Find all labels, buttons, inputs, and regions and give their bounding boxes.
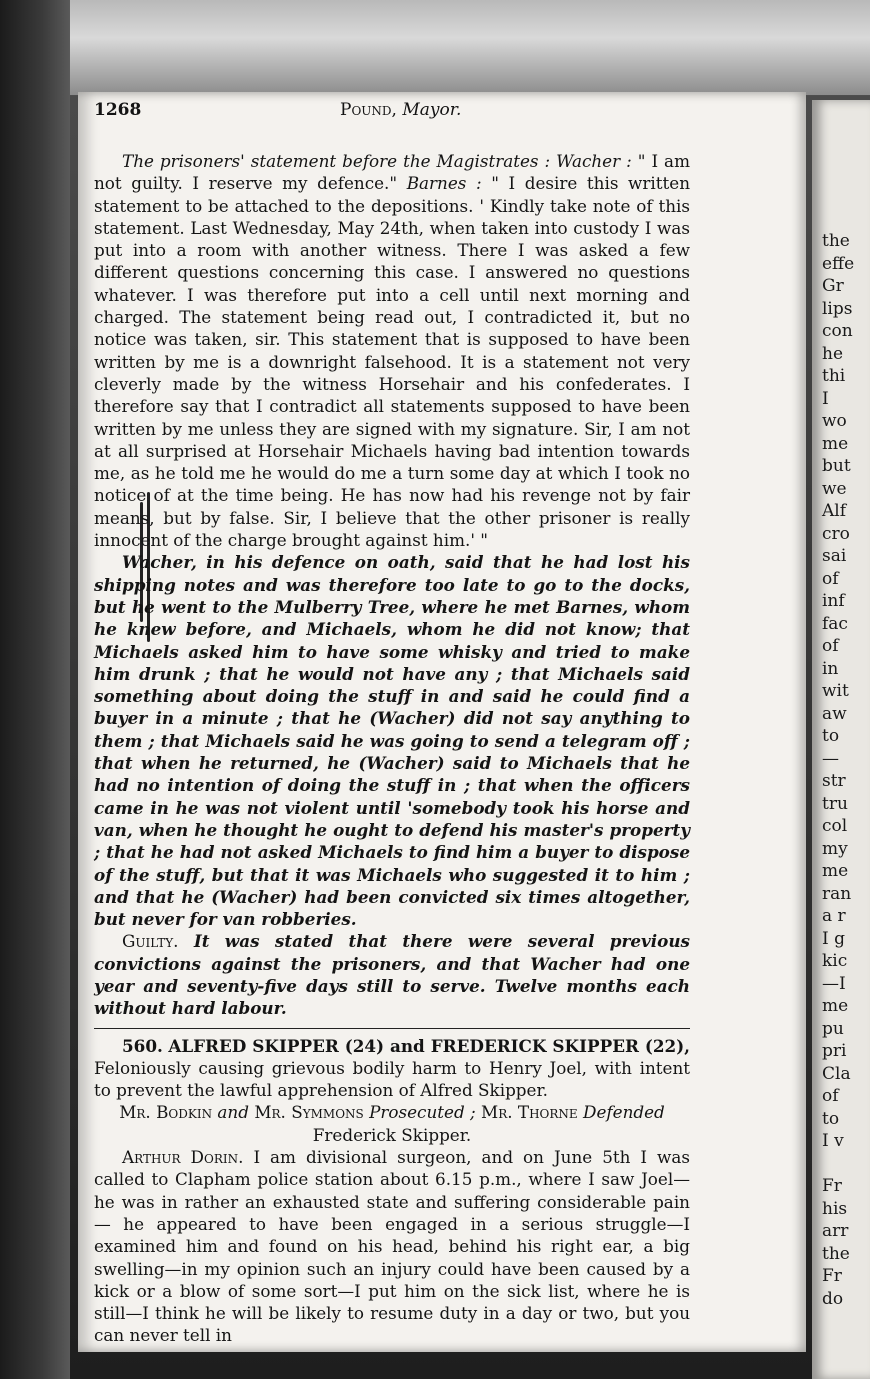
counsel-line bbox=[94, 1101, 690, 1146]
statement-barnes-label: Barnes : bbox=[406, 173, 482, 194]
witness-testimony: I am divisional surgeon, and on June 5th I was called to Clapham police station about 6.15 p.m., where I saw Joel— he was in rather an exhausted state and suffering considerable pain— he appeared to have been engaged in a serious struggle—I examined him and found on his head, behind his right ear, a big swelling—in my opinion such an injury could have been caused by a kick or a blow of some sort—I put him on the sick list, where he is still—I think he will be likely to resume duty in a day or two, but you can never tell in bbox=[94, 1147, 691, 1346]
statement-barnes-text: " I desire this written statement to be attached to the depositions. ' Kindly take note of this statement. Last Wednesday, May 24th, when taken into custody I was put into a room with another witness. There I was asked a few different questions concerning this case. I answered no questions whatever. I was therefore put into a cell until next morning and charged. The statement being read out, I contradicted it, but no notice was taken, sir. This statement that is supposed to have been written by me is a downright falsehood. It is a statement not very cleverly made by the witness Horsehair and his confederates. I therefore say that I contradict all statements supposed to have been written by me unless they are signed with my signature. Sir, I am not at all surprised at Horsehair Michaels having bad intention towards me, as he told me he would do me a turn some day at which I took no notice of at the time being. He has now had his revenge not by fair means, but by false. Sir, I believe that the other prisoner is really innocent of the charge brought against him.' " bbox=[94, 173, 691, 551]
facing-page-text: the effe Gr lips con he thi I wo me but we Alf cro sai of inf fac of in wit aw to — str tru col my me ran a r I g kic —I me pu pri Cla of to I v Fr his arr the Fr do bbox=[822, 231, 855, 1309]
witness-name: Arthur Dorin. bbox=[122, 1147, 244, 1168]
prosecution-counsel-2: Mr. Symmons bbox=[254, 1102, 364, 1123]
case-defendants: ALFRED SKIPPER (24) and FREDERICK SKIPPER (22), bbox=[168, 1035, 690, 1056]
scan-background bbox=[0, 0, 870, 95]
book-spine bbox=[0, 0, 70, 1379]
statement-lead: The prisoners' statement before the Magistrates : Wacher : bbox=[122, 151, 632, 171]
running-head bbox=[340, 100, 461, 120]
counsel-and: and bbox=[212, 1102, 255, 1123]
section-divider bbox=[94, 1028, 690, 1029]
running-head-title: Mayor. bbox=[402, 100, 462, 120]
case-number: 560. bbox=[122, 1035, 163, 1056]
witness-testimony-paragraph bbox=[94, 1146, 690, 1347]
case-heading bbox=[94, 1035, 690, 1102]
page-number: 1268 bbox=[94, 100, 142, 120]
verdict-paragraph bbox=[94, 930, 690, 1019]
prisoners-statement-paragraph bbox=[94, 150, 690, 551]
page-text-column bbox=[94, 100, 690, 1347]
statement-wacher-text: " I am not guilty. I reserve my defence." bbox=[94, 151, 690, 194]
defended-party: Frederick Skipper. bbox=[312, 1124, 472, 1145]
running-head-name: Pound, bbox=[340, 100, 397, 120]
facing-page bbox=[812, 100, 870, 1379]
prosecution-counsel-1: Mr. Bodkin bbox=[119, 1102, 213, 1123]
wacher-defence-paragraph: Wacher, in his defence on oath, said that he had lost his shipping notes and was therefore too late to go to the docks, but he went to the Mulberry Tree, where he met Barnes, whom he knew before, and Michaels, whom he did not know; that Michaels asked him to have some whisky and tried to make him drunk ; that he would not have any ; that Michaels said something about doing the stuff in and said he could find a buyer in a minute ; that he (Wacher) did not say anything to them ; that Michaels said he was going to send a telegram off ; that when he returned, he (Wacher) said to Michaels that he had no intention of doing the stuff in ; that when the officers came in he was not violent until 'somebody took his horse and van, when he thought he ought to defend his master's property ; that he had not asked Michaels to find him a buyer to dispose of the stuff, but that it was Michaels who suggested it to him ; and that he (Wacher) had been convicted six times altogether, but never for van robberies. bbox=[94, 552, 690, 930]
defence-counsel: Mr. Thorne bbox=[481, 1102, 578, 1123]
verdict-label: Guilty. bbox=[122, 931, 179, 952]
case-charge: Feloniously causing grievous bodily harm to Henry Joel, with intent to prevent the lawful apprehension of Alfred Skipper. bbox=[94, 1057, 690, 1101]
defended-label: Defended bbox=[577, 1102, 665, 1123]
prosecuted-label: Prosecuted ; bbox=[363, 1102, 482, 1123]
verdict-text: It was stated that there were several previous convictions against the prisoners, and that Wacher had one year and seventy-five days still to serve. Twelve months each without hard labour. bbox=[94, 931, 690, 1019]
page-header bbox=[94, 100, 690, 130]
